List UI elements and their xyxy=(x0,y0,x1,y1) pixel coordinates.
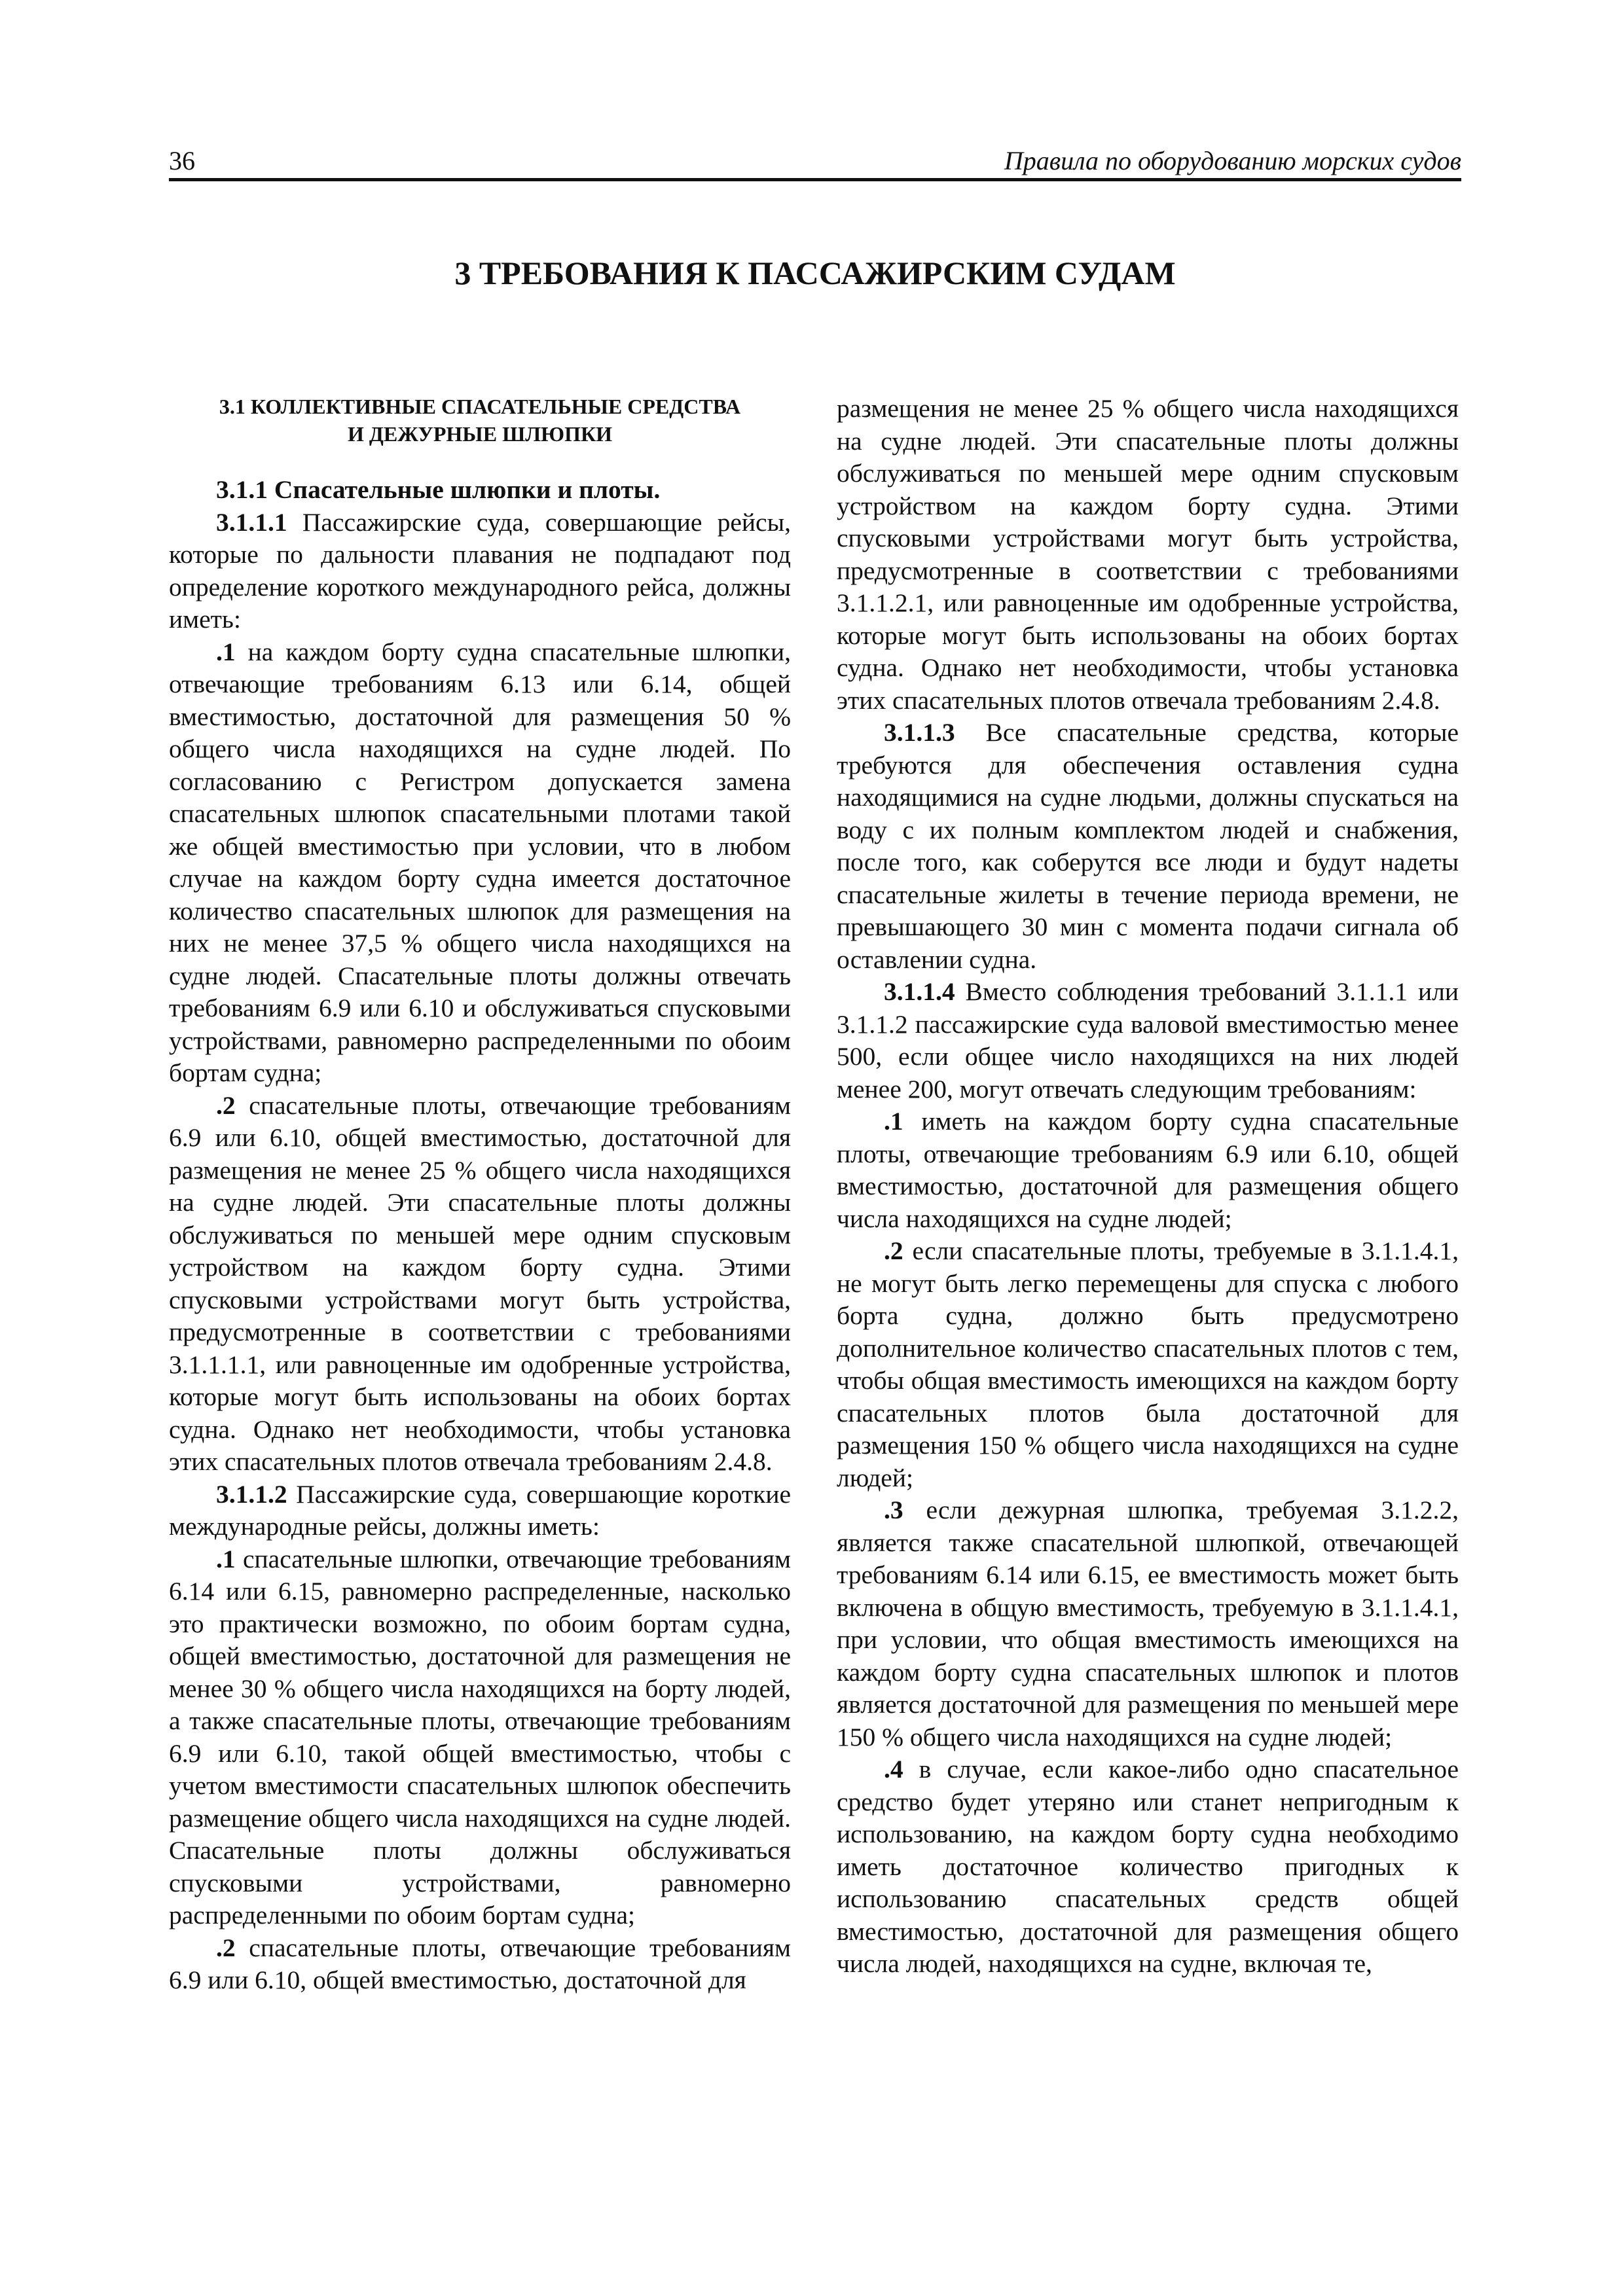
subsection-title: 3.1.1 Спасательные шлюпки и плоты. xyxy=(216,475,661,504)
item-number: .2 xyxy=(216,1933,236,1962)
paragraph-3-1-1-4-2 xyxy=(837,1235,1459,1494)
paragraph-3-1-1-3 xyxy=(837,717,1459,976)
right-column xyxy=(837,393,1459,1981)
item-text: на каждом борту судна спасательные шлюпки, отвечающие требованиям 6.13 или 6.14, общей вместимостью, достаточной для размещения 50 % общего числа находящихся на судне людей. По согласованию с Регистром допускается замена спасательных шлюпок спасательными плотами такой же общей вместимостью при условии, что в любом случае на каждом борту судна имеется достаточное количество спасательных шлюпок для размещения на них не менее 37,5 % общего числа находящихся на судне людей. Спасательные плоты должны отвечать требованиям 6.9 или 6.10 и обслуживаться спусковыми устройствами, равномерно распределенными по обоим бортам судна; xyxy=(169,637,791,1087)
item-number: .3 xyxy=(884,1496,903,1524)
paragraph-3-1-1-1 xyxy=(169,507,791,636)
section-title-line-1: 3.1 КОЛЛЕКТИВНЫЕ СПАСАТЕЛЬНЫЕ СРЕДСТВА xyxy=(219,395,741,418)
item-text: иметь на каждом борту судна спасательные плоты, отвечающие требованиям 6.9 или 6.10, общей вместимостью, достаточной для размещения общего числа находящихся на судне людей; xyxy=(837,1107,1459,1233)
clause-text: Вместо соблюдения требований 3.1.1.1 или 3.1.1.2 пассажирские суда валовой вместимостью менее 500, если общее число находящихся на них людей менее 200, могут отвечать следующим требованиям: xyxy=(837,977,1459,1103)
paragraph-3-1-1-2-2 xyxy=(169,1932,791,1997)
item-text: спасательные шлюпки, отвечающие требованиям 6.14 или 6.15, равномерно распределенные, насколько это практически возможно, по обоим бортам судна, общей вместимостью, достаточной для размещения не менее 30 % общего числа находящихся на борту людей, а также спасательные плоты, отвечающие требованиям 6.9 или 6.10, такой общей вместимостью, чтобы с учетом вместимости спасательных шлюпок обеспечить размещение общего числа находящихся на судне людей. Спасательные плоты должны обслуживаться спусковыми устройствами, равномерно распределенными по обоим бортам судна; xyxy=(169,1544,791,1929)
item-text: в случае, если какое-либо одно спасательное средство будет утеряно или станет непригодным к использованию, на каждом борту судна необходимо иметь достаточное количество пригодных к использованию спасательных средств общей вместимостью, достаточной для размещения общего числа людей, находящихся на судне, включая те, xyxy=(837,1755,1459,1978)
paragraph-3-1-1-1-1 xyxy=(169,636,791,1090)
paragraph-3-1-1-1-2 xyxy=(169,1090,791,1479)
paragraph-3-1-1-4-1 xyxy=(837,1105,1459,1235)
paragraph-continued: размещения не менее 25 % общего числа находящихся на судне людей. Эти спасательные плоты должны обслуживаться по меньшей мере одним спусковым устройством на каждом борту судна. Этими спусковыми устройствами могут быть устройства, предусмотренные в соответствии с требованиями 3.1.1.2.1, или равноценные им одобренные устройства, которые могут быть использованы на обоих бортах судна. Однако нет необходимости, чтобы установка этих спасательных плотов отвечала требованиям 2.4.8. xyxy=(837,394,1459,715)
item-number: .1 xyxy=(884,1107,903,1136)
clause-number: 3.1.1.2 xyxy=(216,1479,287,1509)
clause-number: 3.1.1.1 xyxy=(216,507,287,537)
paragraph-3-1-1-2-1 xyxy=(169,1543,791,1932)
paragraph-3-1-1-4-3 xyxy=(837,1494,1459,1753)
item-text: спасательные плоты, отвечающие требованиям 6.9 или 6.10, общей вместимостью, достаточной для размещения не менее 25 % общего числа находящихся на судне людей. Эти спасательные плоты должны обслуживаться по меньшей мере одним спусковым устройством на каждом борту судна. Этими спусковыми устройствами могут быть устройства, предусмотренные в соответствии с требованиями 3.1.1.1.1, или равноценные им одобренные устройства, которые могут быть использованы на обоих бортах судна. Однако нет необходимости, чтобы установка этих спасательных плотов отвечала требованиям 2.4.8. xyxy=(169,1090,791,1476)
item-number: .2 xyxy=(884,1236,903,1265)
clause-text: Пассажирские суда, совершающие короткие международные рейсы, должны иметь: xyxy=(169,1479,791,1541)
section-title-line-2: И ДЕЖУРНЫЕ ШЛЮПКИ xyxy=(347,422,613,446)
running-title: Правила по оборудованию морских судов xyxy=(1004,146,1461,175)
page-header xyxy=(169,145,1461,181)
clause-number: 3.1.1.3 xyxy=(884,718,955,747)
clause-text: Все спасательные средства, которые требуются для обеспечения оставления судна находящимися на судне людьми, должны спускаться на воду с их полным комплектом людей и снабжения, после того, как соберутся все люди и будут надеты спасательные жилеты в течение периода времени, не превышающего 30 мин с момента подачи сигнала об оставлении судна. xyxy=(837,718,1459,974)
clause-text: Пассажирские суда, совершающие рейсы, которые по дальности плавания не подпадают под определение короткого международного рейса, должны иметь: xyxy=(169,507,791,634)
left-column xyxy=(169,393,791,1997)
paragraph-3-1-1-4 xyxy=(837,976,1459,1105)
item-number: .1 xyxy=(216,1544,236,1573)
item-number: .2 xyxy=(216,1090,236,1120)
item-text: если спасательные плоты, требуемые в 3.1.1.4.1, не могут быть легко перемещены для спуска с любого борта судна, должно быть предусмотрено дополнительное количество спасательных плотов с тем, чтобы общая вместимость имеющихся на каждом борту спасательных плотов была достаточной для размещения 150 % общего числа находящихся на судне людей; xyxy=(837,1236,1459,1492)
item-text: спасательные плоты, отвечающие требованиям 6.9 или 6.10, общей вместимостью, достаточной для xyxy=(169,1933,791,1994)
item-number: .4 xyxy=(884,1755,903,1784)
chapter-title: 3 ТРЕБОВАНИЯ К ПАССАЖИРСКИМ СУДАМ xyxy=(454,255,1176,291)
item-number: .1 xyxy=(216,637,236,666)
paragraph-3-1-1-4-4 xyxy=(837,1753,1459,1981)
item-text: если дежурная шлюпка, требуемая 3.1.2.2, является также спасательной шлюпкой, отвечающей требованиям 6.14 или 6.15, ее вместимость может быть включена в общую вместимость, требуемую в 3.1.1.4.1, при условии, что общая вместимость имеющихся на каждом борту судна спасательных шлюпок и плотов является достаточной для размещения по меньшей мере 150 % общего числа находящихся на судне людей; xyxy=(837,1496,1459,1751)
section-title xyxy=(169,393,791,448)
page-number: 36 xyxy=(169,146,195,175)
clause-number: 3.1.1.4 xyxy=(884,977,955,1006)
paragraph-3-1-1-2 xyxy=(169,1479,791,1543)
